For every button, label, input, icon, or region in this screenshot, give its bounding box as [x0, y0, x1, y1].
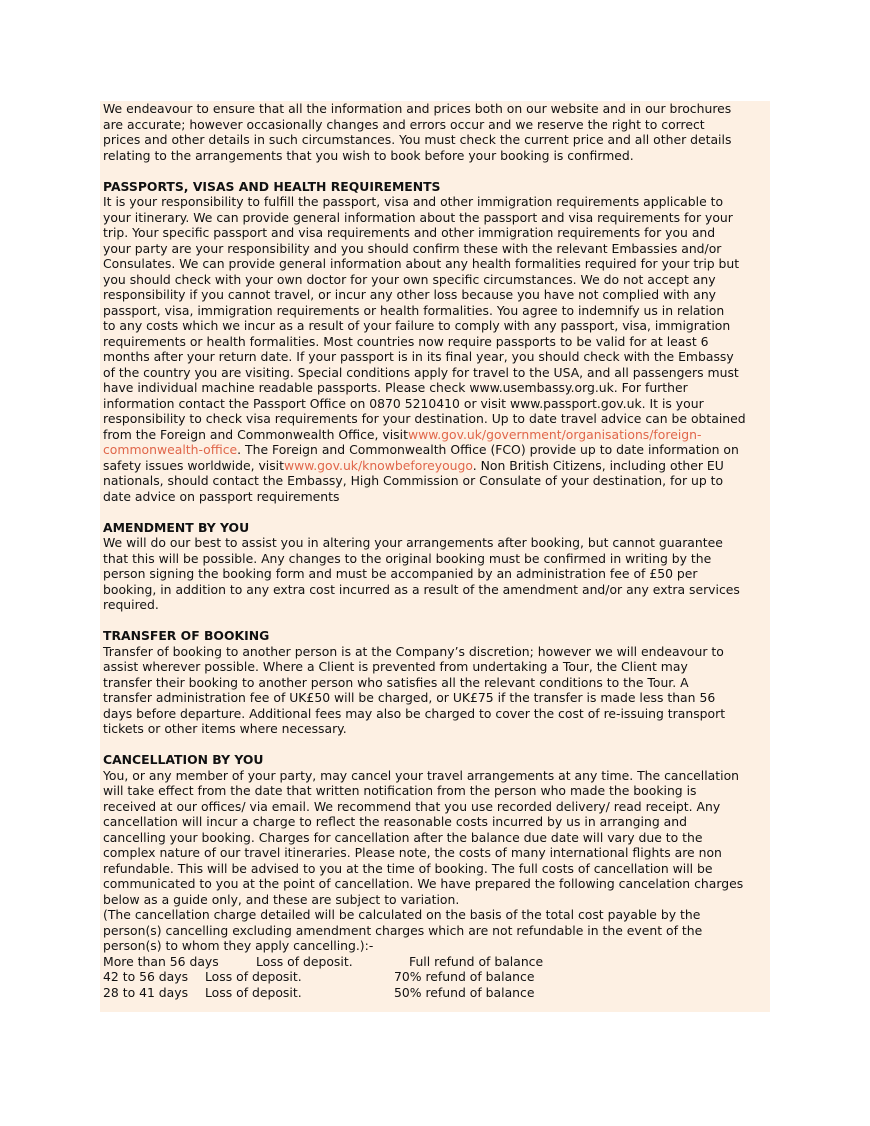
text-line: refundable. This will be advised to you at the time of booking. The full costs of cancellation will be	[103, 860, 713, 876]
fco-line-suffix: . The Foreign and Commonwealth Office (FCO) provide up to date information on	[237, 442, 739, 457]
charge-deposit: Loss of deposit.	[205, 984, 302, 1000]
text-line: It is your responsibility to fulfill the passport, visa and other immigration requirements applicable to	[103, 194, 724, 209]
text-line: of the country you are visiting. Special conditions apply for travel to the USA, and all passengers must	[103, 364, 739, 380]
text-line	[103, 427, 770, 443]
text-line: person(s) cancelling excluding amendment charges which are not refundable in the event of the	[103, 922, 703, 938]
charge-balance: 50% refund of balance	[394, 984, 535, 1000]
paragraph-gap	[103, 504, 770, 520]
text-line: required.	[103, 597, 159, 612]
fco-link[interactable]: www.gov.uk/government/organisations/foreign-	[407, 426, 702, 442]
text-line: are accurate; however occasionally changes and errors occur and we reserve the right to correct	[103, 116, 705, 132]
paragraph-gap	[103, 163, 770, 179]
charge-period: 28 to 41 days	[103, 984, 189, 1000]
paragraph-gap	[103, 613, 770, 629]
charge-period: 42 to 56 days	[103, 969, 189, 984]
text-line: Transfer of booking to another person is at the Company’s discretion; however we will endeavour to	[103, 643, 724, 659]
charge-row	[103, 985, 770, 1001]
text-line: prices and other details in such circumstances. You must check the current price and all other details	[103, 132, 732, 147]
text-line: tickets or other items where necessary.	[103, 721, 347, 736]
text-line: relating to the arrangements that you wish to book before your booking is confirmed.	[103, 147, 634, 163]
intro-paragraph	[103, 101, 770, 163]
charge-deposit: Loss of deposit.	[256, 953, 353, 969]
text-line	[103, 458, 770, 474]
terms-document	[100, 101, 770, 1012]
safety-suffix: . Non British Citizens, including other EU	[472, 457, 724, 473]
fco-line-prefix: from the Foreign and Commonwealth Office, visit	[103, 426, 408, 442]
text-line: days before departure. Additional fees may also be charged to cover the cost of re-issuing transport	[103, 705, 726, 721]
text-line	[103, 442, 770, 458]
transfer-section	[103, 628, 770, 737]
paragraph-gap	[103, 737, 770, 753]
text-line: received at our offices/ via email. We recommend that you use recorded delivery/ read receipt. Any	[103, 798, 721, 814]
text-line: responsibility to check visa requirements for your destination. Up to date travel advice can be obtained	[103, 411, 746, 426]
text-line: cancelling your booking. Charges for cancellation after the balance due date will vary due to the	[103, 829, 703, 845]
charge-balance: Full refund of balance	[409, 953, 544, 969]
text-line: person(s) to whom they apply cancelling.):-	[103, 938, 374, 953]
text-line: cancellation will incur a charge to reflect the reasonable costs incurred by us in arranging and	[103, 814, 687, 829]
charge-deposit: Loss of deposit.	[205, 969, 302, 984]
charge-period: More than 56 days	[103, 953, 219, 969]
text-line: assist wherever possible. Where a Client is prevented from undertaking a Tour, the Client may	[103, 659, 688, 674]
passports-section	[103, 179, 770, 505]
cancellation-section	[103, 752, 770, 1000]
amendment-section	[103, 520, 770, 613]
text-line: passport, visa, immigration requirements or health formalities. You agree to indemnify us in relation	[103, 302, 725, 318]
section-heading: AMENDMENT BY YOU	[103, 519, 250, 535]
text-line: We will do our best to assist you in altering your arrangements after booking, but cannot guarantee	[103, 535, 723, 550]
text-line: below as a guide only, and these are subject to variation.	[103, 891, 460, 907]
text-line: transfer their booking to another person who satisfies all the relevant conditions to the Tour. A	[103, 674, 689, 690]
text-line: person signing the booking form and must be accompanied by an administration fee of £50 per	[103, 566, 698, 581]
text-line: months after your return date. If your passport is in its final year, you should check with the Embassy	[103, 349, 734, 364]
text-line: date advice on passport requirements	[103, 488, 340, 504]
text-line: Consulates. We can provide general information about any health formalities required for your trip but	[103, 256, 740, 271]
text-line: booking, in addition to any extra cost incurred as a result of the amendment and/or any extra services	[103, 581, 740, 597]
text-line: have individual machine readable passports. Please check www.usembassy.org.uk. For further	[103, 380, 688, 395]
fco-link-continued[interactable]: commonwealth-office	[103, 442, 238, 457]
text-line: you should check with your own doctor for your own specific circumstances. We do not accept any	[103, 271, 716, 287]
charge-row	[103, 954, 770, 970]
text-line: transfer administration fee of UK£50 will be charged, or UK£75 if the transfer is made less than 56	[103, 690, 716, 705]
text-line: complex nature of our travel itineraries. Please note, the costs of many international flights are non	[103, 845, 722, 860]
knowbeforeyougo-link[interactable]: www.gov.uk/knowbeforeyougo	[283, 457, 473, 473]
text-line: requirements or health formalities. Most countries now require passports to be valid for at least 6	[103, 333, 709, 349]
text-line: responsibility if you cannot travel, or incur any other loss because you have not complied with any	[103, 287, 717, 302]
text-line: will take effect from the date that written notification from the person who made the booking is	[103, 783, 697, 798]
text-line: that this will be possible. Any changes to the original booking must be confirmed in writing by the	[103, 550, 712, 566]
charge-balance: 70% refund of balance	[394, 969, 535, 984]
text-line: nationals, should contact the Embassy, High Commission or Consulate of your destination, for up to	[103, 473, 724, 488]
safety-prefix: safety issues worldwide, visit	[103, 457, 284, 473]
text-line: information contact the Passport Office on 0870 5210410 or visit www.passport.gov.uk. It is your	[103, 395, 704, 411]
cancellation-charges-table	[103, 954, 770, 1001]
section-heading: PASSPORTS, VISAS AND HEALTH REQUIREMENTS	[103, 178, 441, 194]
text-line: to any costs which we incur as a result of your failure to comply with any passport, visa, immigration	[103, 318, 731, 333]
charge-row	[103, 969, 770, 985]
text-line: communicated to you at the point of cancellation. We have prepared the following cancelation charges	[103, 876, 744, 891]
text-line: You, or any member of your party, may cancel your travel arrangements at any time. The cancellation	[103, 767, 740, 783]
text-line: your itinerary. We can provide general information about the passport and visa requirements for your	[103, 209, 733, 225]
section-heading: CANCELLATION BY YOU	[103, 752, 264, 767]
section-heading: TRANSFER OF BOOKING	[103, 628, 270, 643]
text-line: We endeavour to ensure that all the information and prices both on our website and in our brochures	[103, 101, 732, 116]
text-line: (The cancellation charge detailed will be calculated on the basis of the total cost payable by the	[103, 907, 701, 922]
text-line: your party are your responsibility and you should confirm these with the relevant Embassies and/or	[103, 240, 722, 256]
text-line: trip. Your specific passport and visa requirements and other immigration requirements for you and	[103, 225, 716, 240]
